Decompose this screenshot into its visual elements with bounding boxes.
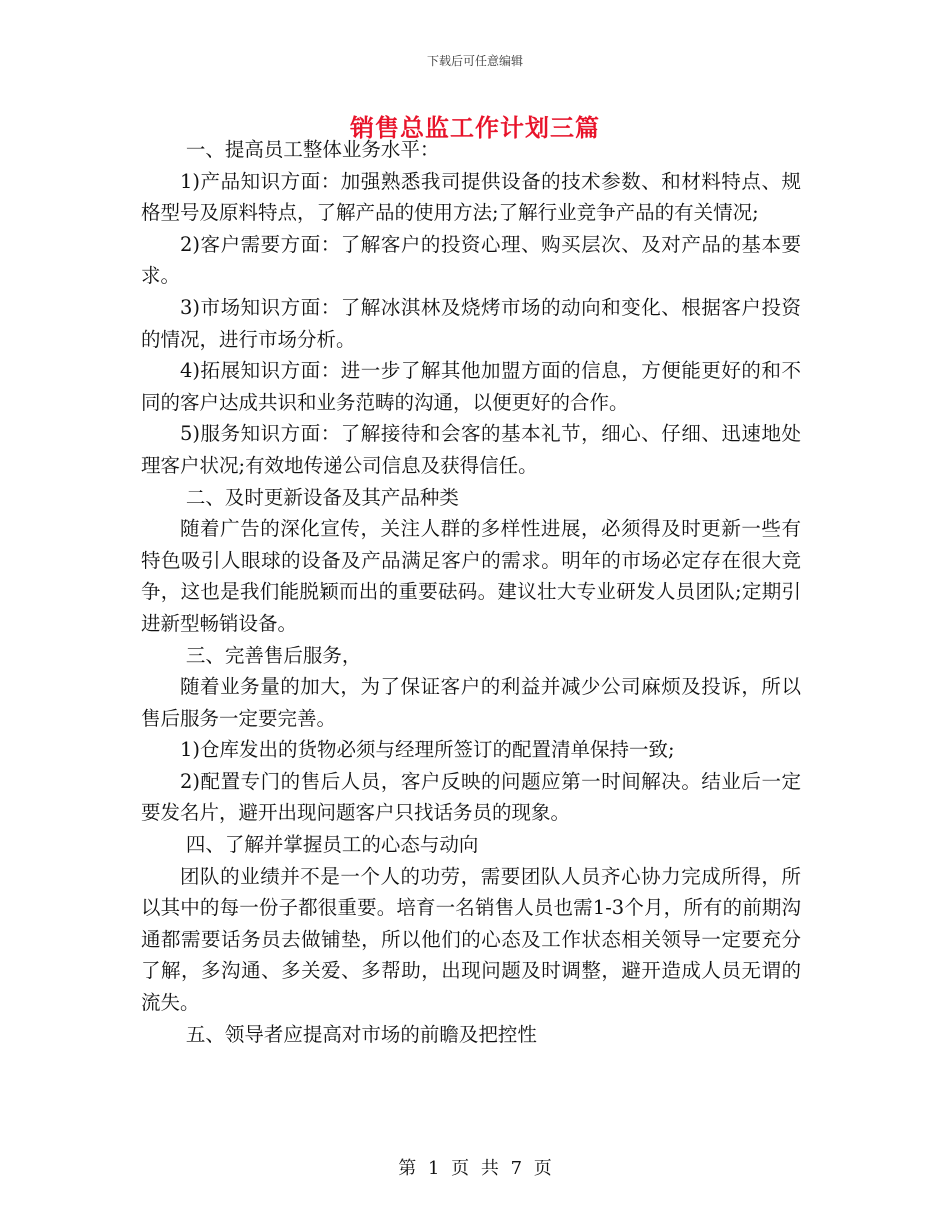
section-heading: 一、提高员工整体业务水平： xyxy=(185,138,440,161)
body-paragraph: 1)仓库发出的货物必须与经理所签订的配置清单保持一致; xyxy=(180,738,675,762)
body-paragraph: 2)配置专门的售后人员，客户反映的问题应第一时间解决。结业后一定要发名片，避开出现问题客户只找话务员的现象。 xyxy=(141,769,801,825)
page-number-footer: 第 1 页 共 7 页 xyxy=(398,1158,552,1179)
body-paragraph: 4)拓展知识方面：进一步了解其他加盟方面的信息，方便能更好的和不同的客户达成共识和业务范畴的沟通，以便更好的合作。 xyxy=(141,359,801,414)
body-paragraph: 3)市场知识方面：了解冰淇林及烧烤市场的动向和变化、根据客户投资的情况，进行市场分析。 xyxy=(141,295,801,351)
document-body xyxy=(141,134,801,1050)
page-header-note: 下载后可任意编辑 xyxy=(426,54,523,68)
section-heading: 四、了解并掌握员工的心态与动向 xyxy=(185,833,479,857)
body-paragraph: 2)客户需要方面：了解客户的投资心理、购买层次、及对产品的基本要求。 xyxy=(141,232,801,288)
body-paragraph: 团队的业绩并不是一个人的功劳，需要团队人员齐心协力完成所得，所以其中的每一份子都很重要。培育一名销售人员也需1-3个月，所有的前期沟通都需要话务员去做铺垫，所以他们的心态及工作状态相关领导一定要充分了解，多沟通、多关爱、多帮助，出现问题及时调整，避开造成人员无谓的流失。 xyxy=(141,864,801,1015)
body-paragraph: 随着业务量的加大，为了保证客户的利益并减少公司麻烦及投诉，所以售后服务一定要完善。 xyxy=(141,675,801,730)
body-paragraph: 5)服务知识方面：了解接待和会客的基本礼节，细心、仔细、迅速地处理客户状况;有效地传递公司信息及获得信任。 xyxy=(141,422,801,477)
section-heading: 二、及时更新设备及其产品种类 xyxy=(185,485,459,509)
section-heading: 三、完善售后服务， xyxy=(185,643,362,667)
section-heading: 五、领导者应提高对市场的前瞻及把控性 xyxy=(185,1022,537,1046)
body-paragraph: 随着广告的深化宣传，关注人群的多样性进展，必须得及时更新一些有特色吸引人眼球的设备及产品满足客户的需求。明年的市场必定存在很大竞争，这也是我们能脱颖而出的重要砝码。建议壮大专业研发人员团队;定期引进新型畅销设备。 xyxy=(141,517,801,635)
document-title: 销售总监工作计划三篇 xyxy=(350,114,600,142)
body-paragraph: 1)产品知识方面：加强熟悉我司提供设备的技术参数、和材料特点、规格型号及原料特点，了解产品的使用方法;了解行业竞争产品的有关情况; xyxy=(141,169,801,225)
